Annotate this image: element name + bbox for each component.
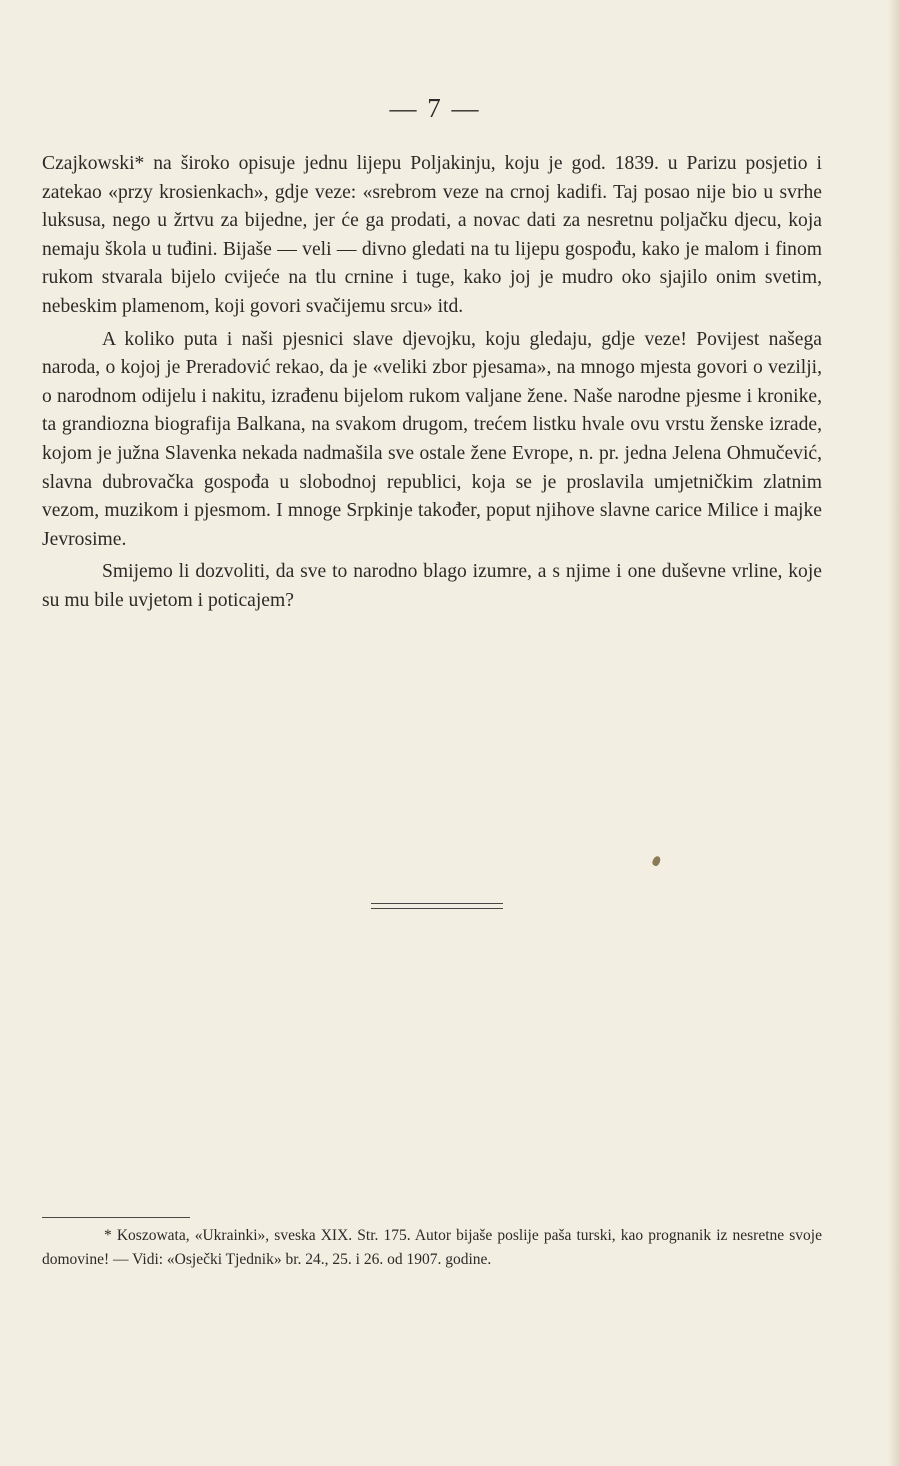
page-number: — 7 — <box>389 93 481 123</box>
footnote-rule <box>42 1217 190 1218</box>
paragraph: Czajkowski* na široko opisuje jednu lijepu Poljakinju, koju je god. 1839. u Parizu posjetio i zatekao «przy krosienkach», gdje veze: «srebrom veze na crnoj kadifi. Taj posao nije bio u svrhe luksusa, nego u žrtvu za bijedne, jer će ga prodati, a novac dati za nesretnu poljačku djecu, koja nemaju škola u tuđini. Bijaše — veli — divno gledati na tu lijepu gospođu, kako je malom i finom rukom stvarala bijelo cvijeće na tlu crnine i tuge, kako joj je mudro oko sjajilo onim svetim, nebeskim plamenom, koji govori svačijemu srcu» itd. <box>42 153 822 317</box>
body-text <box>42 150 822 616</box>
page-edge-shadow <box>888 0 900 1466</box>
footnote <box>42 1224 822 1271</box>
footnote-text: * Koszowata, «Ukrainki», sveska XIX. Str. 175. Autor bijaše poslije paša turski, kao prognanik iz nesretne svoje domovine! — Vidi: «Osječki Tjednik» br. 24., 25. i 26. od 1907. godine. <box>42 1227 822 1268</box>
section-separator <box>371 903 503 909</box>
paragraph: Smijemo li dozvoliti, da sve to narodno blago izumre, a s njime i one duševne vrline, koje su mu bile uvjetom i poticajem? <box>42 561 822 611</box>
paragraph: A koliko puta i naši pjesnici slave djevojku, koju gledaju, gdje veze! Povijest našega naroda, o kojoj je Preradović rekao, da je «veliki zbor pjesama», na mnogo mjesta govori o vezilji, o narodnom odijelu i nakitu, izrađenu bijelom rukom valjane žene. Naše narodne pjesme i kronike, ta grandiozna biografija Balkana, na svakom drugom, trećem listku hvale ovu vrstu ženske izrade, kojom je južna Slavenka nekada nadmašila sve ostale žene Evrope, n. pr. jedna Jelena Ohmučević, slavna dubrovačka gospođa u slobodnoj republici, koja se je proslavila umjetničkim zlatnim vezom, muzikom i pjesmom. I mnoge Srpkinje također, poput njihove slavne carice Milice i majke Jevrosime. <box>42 328 822 550</box>
paper-spot <box>651 855 662 867</box>
